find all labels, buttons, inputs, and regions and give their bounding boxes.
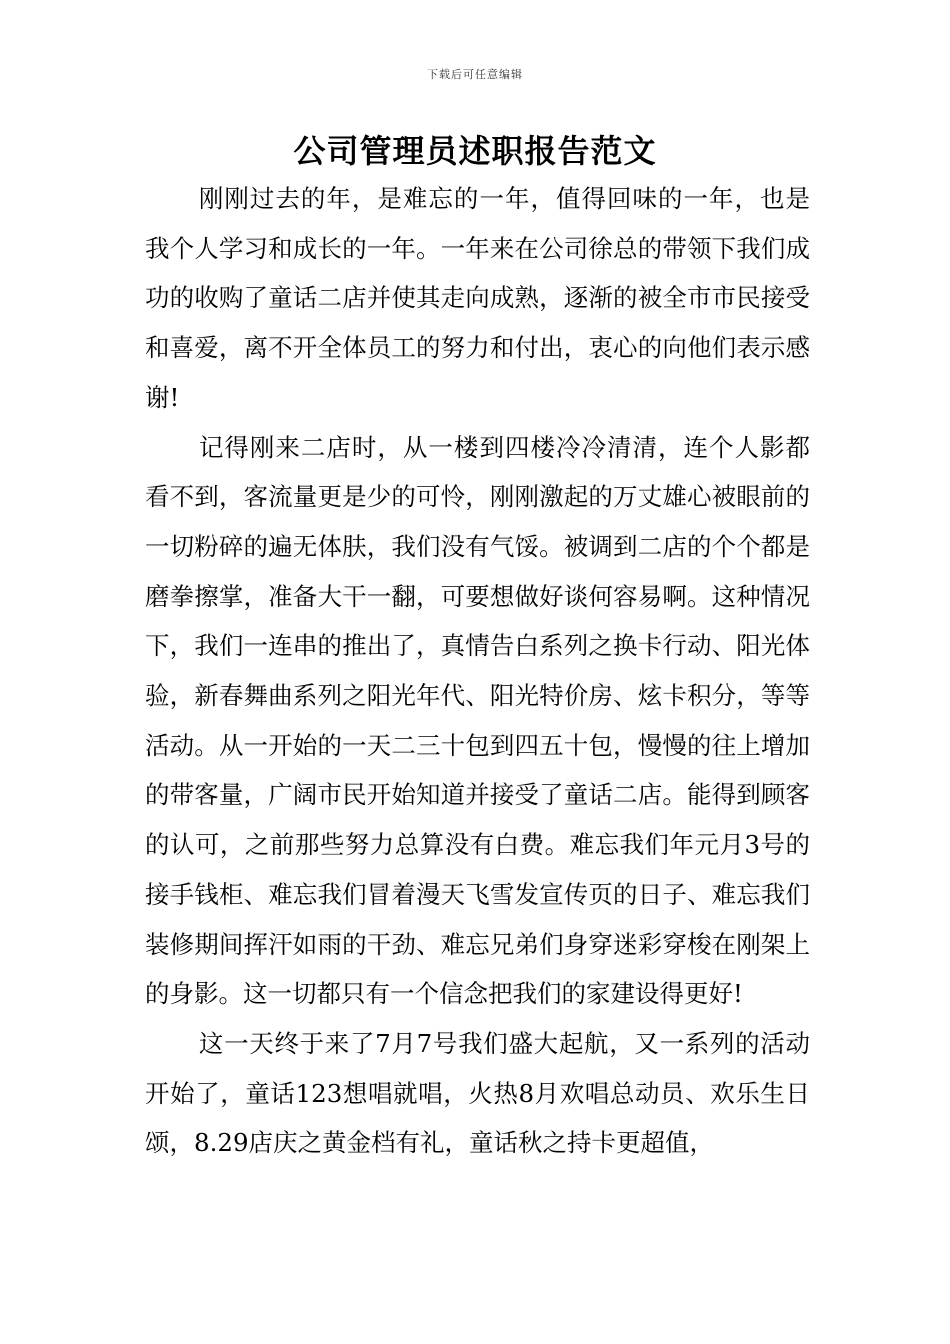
- paragraph-1: 刚刚过去的年，是难忘的一年，值得回味的一年，也是我个人学习和成长的一年。一年来在公司徐总的带领下我们成功的收购了童话二店并使其走向成熟，逐渐的被全市市民接受和喜爱，离不开全体员工的努力和付出，衷心的向他们表示感谢!: [145, 184, 810, 412]
- paragraph-3: 这一天终于来了7月7号我们盛大起航，又一系列的活动开始了，童话123想唱就唱，火热8月欢唱总动员、欢乐生日颂，8.29店庆之黄金档有礼，童话秋之持卡更超值，: [145, 1028, 810, 1158]
- document-title: 公司管理员述职报告范文: [293, 132, 657, 170]
- document-body: [145, 174, 810, 1168]
- header-note: 下载后可任意编辑: [427, 68, 523, 81]
- paragraph-2: 记得刚来二店时，从一楼到四楼冷冷清清，连个人影都看不到，客流量更是少的可怜，刚刚激起的万丈雄心被眼前的一切粉碎的遍无体肤，我们没有气馁。被调到二店的个个都是磨拳擦掌，准备大干一翻，可要想做好谈何容易啊。这种情况下，我们一连串的推出了，真情告白系列之换卡行动、阳光体验，新春舞曲系列之阳光年代、阳光特价房、炫卡积分，等等活动。从一开始的一天二三十包到四五十包，慢慢的往上增加的带客量，广阔市民开始知道并接受了童话二店。能得到顾客的认可，之前那些努力总算没有白费。难忘我们年元月3号的接手钱柜、难忘我们冒着漫天飞雪发宣传页的日子、难忘我们装修期间挥汗如雨的干劲、难忘兄弟们身穿迷彩穿梭在刚架上的身影。这一切都只有一个信念把我们的家建设得更好!: [145, 432, 810, 1009]
